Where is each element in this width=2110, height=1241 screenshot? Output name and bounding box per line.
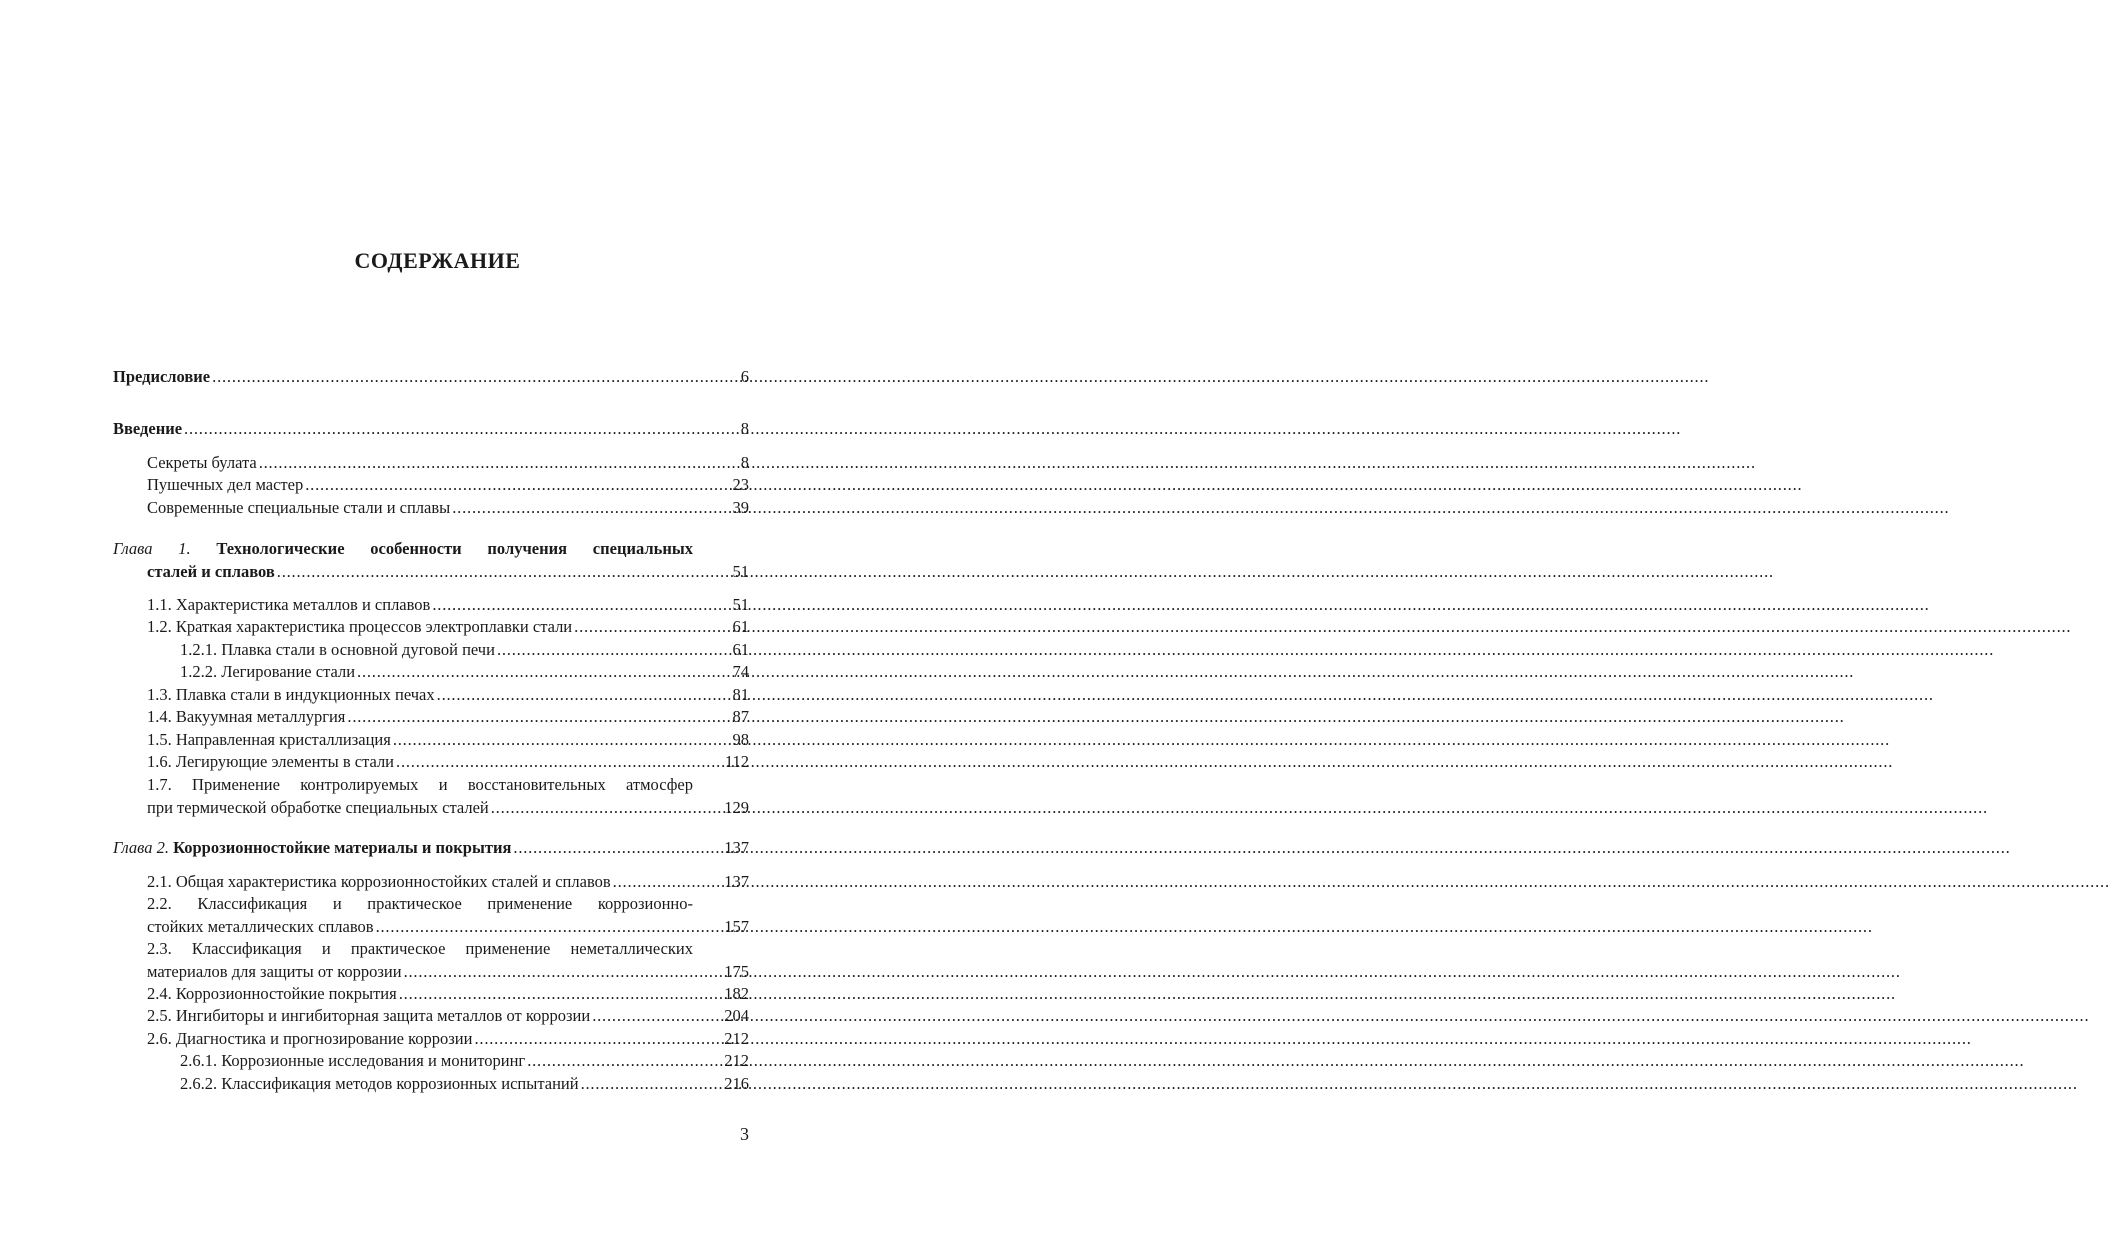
dot-leader (404, 962, 693, 982)
toc-page-number: 98 (732, 730, 749, 749)
toc-page-number: 182 (724, 984, 749, 1003)
dot-leader (574, 617, 693, 637)
chapter-title-continued: сталей и сплавов (147, 561, 275, 581)
toc-entry-label-continued: при термической обработке специальных сталей (147, 797, 489, 817)
toc-page-number: 137 (724, 838, 749, 857)
toc-entry (113, 1051, 749, 1074)
toc-entry (113, 685, 749, 708)
toc-entry-label-continued: материалов для защиты от коррозии (147, 961, 402, 981)
dot-leader (452, 498, 693, 518)
toc-entry-label: 1.1. Характеристика металлов и сплавов (147, 595, 431, 614)
toc-entry-label: 1.2. Краткая характеристика процессов электроплавки стали (147, 617, 573, 636)
toc-page-number: 175 (724, 961, 749, 981)
toc-entry-label: 1.3. Плавка стали в индукционных печах (147, 685, 435, 704)
dot-leader (581, 1074, 693, 1094)
toc-entry-label: 2.1. Общая характеристика коррозионностойких сталей и сплавов (147, 872, 611, 891)
toc-entry-label: 1.4. Вакуумная металлургия (147, 707, 346, 726)
toc-page-number: 137 (724, 872, 749, 891)
toc-entry (113, 775, 749, 820)
toc-entry (113, 752, 749, 775)
toc-page-number: 212 (724, 1051, 749, 1070)
toc-entry-label: Предисловие (113, 367, 211, 386)
toc-entry (113, 984, 749, 1007)
dot-leader (432, 595, 693, 615)
toc-entry-label: 1.2.2. Легирование стали (180, 662, 356, 681)
toc-entry-preface (113, 367, 749, 390)
toc-entry-label: 2.6.2. Классификация методов коррозионных испытаний (180, 1074, 579, 1093)
dot-leader (347, 707, 693, 727)
chapter-heading-line (113, 539, 693, 559)
dot-leader (513, 838, 693, 858)
toc-entry-label-continued: стойких металлических сплавов (147, 916, 374, 936)
toc-entry-introduction (113, 419, 749, 442)
page-number: 3 (740, 1124, 749, 1144)
toc-page-number: 51 (732, 595, 749, 614)
toc-entry (113, 939, 749, 984)
dot-leader (396, 752, 693, 772)
dot-leader (592, 1006, 693, 1026)
toc-entry-label: Секреты булата (147, 453, 257, 472)
toc-page-number: 87 (732, 707, 749, 726)
chapter-title: Коррозионностойкие материалы и покрытия (173, 838, 512, 857)
toc-page-number: 204 (724, 1006, 749, 1025)
toc-page-number: 61 (732, 617, 749, 636)
toc-entry (113, 1006, 749, 1029)
dot-leader (399, 984, 693, 1004)
toc-entry-label: 2.3. Классификация и практическое применение неметаллических (147, 939, 693, 958)
toc-entry-label: 2.6.1. Коррозионные исследования и мониторинг (180, 1051, 526, 1070)
chapter-prefix: Глава 2. (113, 838, 169, 857)
toc-page-number: 129 (724, 797, 749, 817)
toc-entry-label: 1.6. Легирующие элементы в стали (147, 752, 395, 771)
dot-leader (184, 419, 693, 439)
page-title: СОДЕРЖАНИЕ (354, 248, 521, 273)
toc-entry (113, 872, 749, 895)
toc-page-number: 39 (732, 498, 749, 517)
toc-page-number: 61 (732, 640, 749, 659)
toc-entry (113, 595, 749, 618)
toc-page-number: 6 (740, 367, 749, 386)
toc-entry (113, 640, 749, 663)
toc-entry-label: Введение (113, 419, 183, 438)
toc-entry-chapter-1 (113, 539, 749, 584)
toc-entry-label: Современные специальные стали и сплавы (147, 498, 451, 517)
toc-entry-label: 2.5. Ингибиторы и ингибиторная защита металлов от коррозии (147, 1006, 591, 1025)
dot-leader (357, 662, 693, 682)
toc-page-number: 8 (740, 419, 749, 438)
toc-entry (113, 475, 749, 498)
toc-entry-label: 1.5. Направленная кристаллизация (147, 730, 391, 749)
dot-leader (305, 475, 693, 495)
toc-entry (113, 498, 749, 521)
toc-page-number: 212 (724, 1029, 749, 1048)
toc-entry (113, 707, 749, 730)
toc-entry (113, 894, 749, 939)
chapter-heading-line (113, 838, 511, 858)
toc-entry-label: 1.7. Применение контролируемых и восстановительных атмосфер (147, 775, 693, 794)
toc-page-number: 157 (724, 916, 749, 936)
toc-page-number: 81 (732, 685, 749, 704)
toc-entry (113, 662, 749, 685)
toc-entry-label: 1.2.1. Плавка стали в основной дуговой печи (180, 640, 495, 659)
dot-leader (527, 1051, 693, 1071)
dot-leader (393, 730, 693, 750)
toc-page-number: 112 (724, 752, 749, 771)
dot-leader (437, 685, 693, 705)
toc-entry (113, 617, 749, 640)
dot-leader (497, 640, 693, 660)
dot-leader (259, 453, 693, 473)
toc-entry (113, 1074, 749, 1097)
dot-leader (491, 798, 693, 818)
toc-entry (113, 1029, 749, 1052)
toc-page-number: 51 (732, 561, 749, 581)
toc-page-number: 23 (732, 475, 749, 494)
toc-entry-label: Пушечных дел мастер (147, 475, 304, 494)
dot-leader (212, 367, 693, 387)
toc-entry-label: 2.4. Коррозионностойкие покрытия (147, 984, 397, 1003)
dot-leader (474, 1029, 693, 1049)
toc-entry-label: 2.6. Диагностика и прогнозирование коррозии (147, 1029, 473, 1048)
toc-entry (113, 453, 749, 476)
chapter-prefix: Глава 1. (113, 539, 191, 558)
toc-page-number: 8 (740, 453, 749, 472)
toc-entry-chapter-2 (113, 838, 749, 861)
toc-entry-label: 2.2. Классификация и практическое применение коррозионно- (147, 894, 693, 913)
chapter-title: Технологические особенности получения специальных (216, 539, 693, 558)
dot-leader (376, 917, 693, 937)
dot-leader (613, 872, 693, 892)
dot-leader (277, 562, 693, 582)
toc-entry (113, 730, 749, 753)
toc-page-number: 216 (724, 1074, 749, 1093)
toc-page-number: 74 (732, 662, 749, 681)
